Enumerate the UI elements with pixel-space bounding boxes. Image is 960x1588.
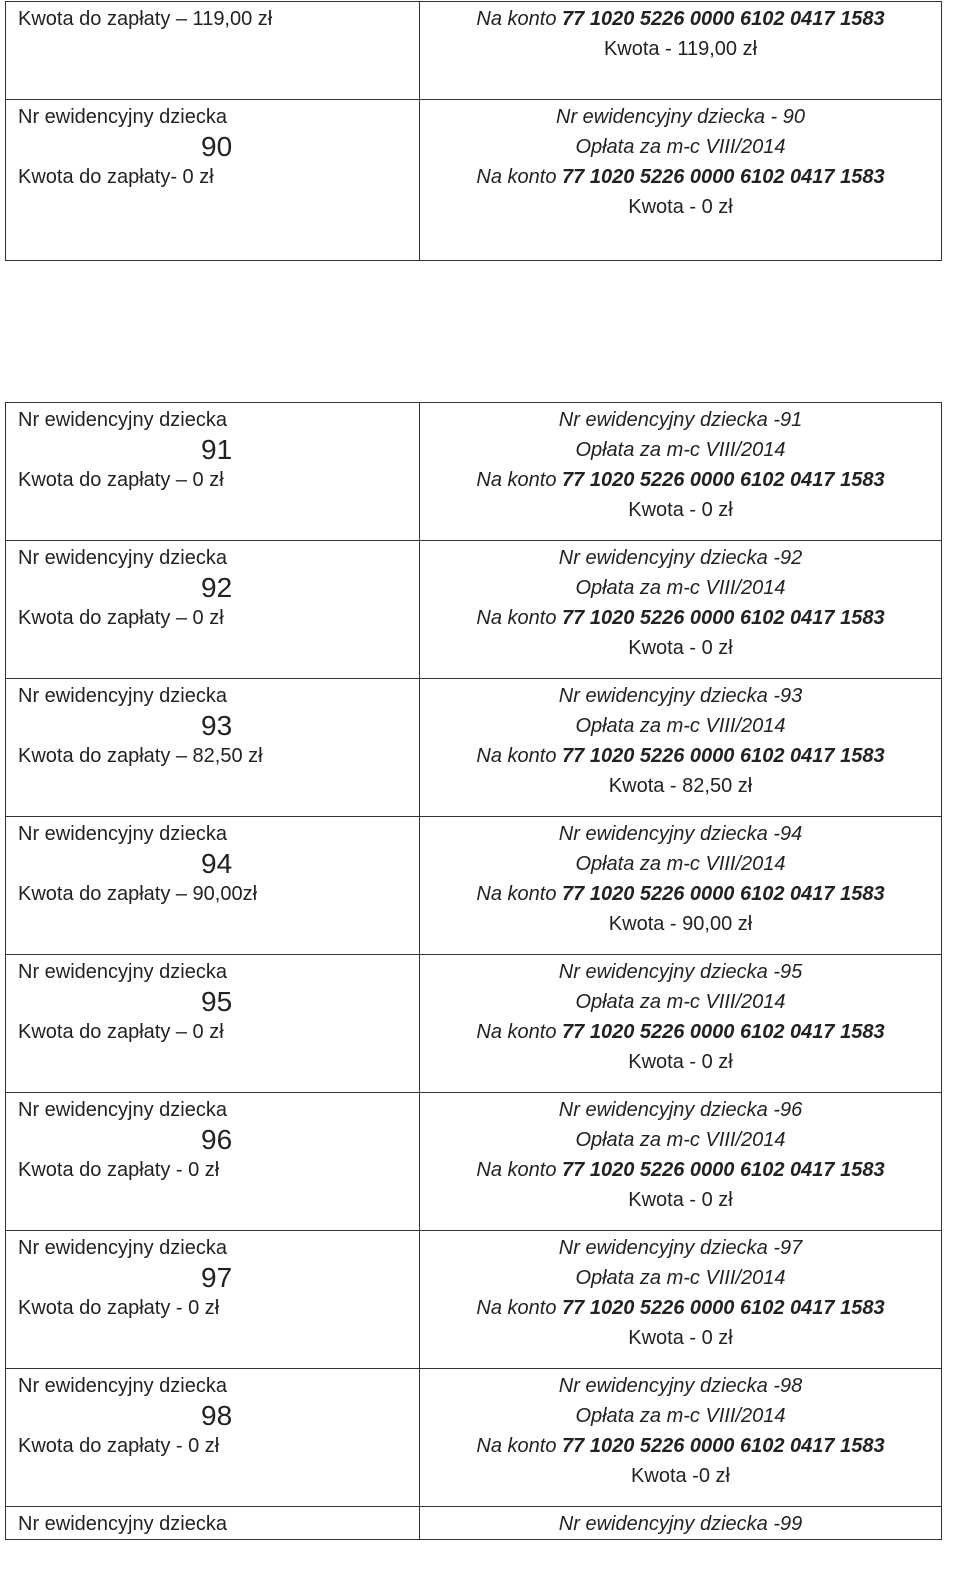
account-line: Na konto 77 1020 5226 0000 6102 0417 1583 (476, 745, 885, 767)
slip-row (6, 100, 942, 261)
slip-row (6, 2, 942, 100)
child-id-label: Nr ewidencyjny dziecka (18, 106, 227, 128)
account-line: Na konto 77 1020 5226 0000 6102 0417 1583 (476, 1435, 885, 1457)
child-id-number: 96 (201, 1124, 233, 1155)
slip-row (6, 403, 942, 541)
account-line: Na konto 77 1020 5226 0000 6102 0417 1583 (476, 1159, 885, 1181)
fee-line: Opłata za m-c VIII/2014 (575, 715, 786, 737)
account-line: Na konto 77 1020 5226 0000 6102 0417 1583 (476, 469, 885, 491)
amount-due: Kwota do zapłaty – 82,50 zł (18, 745, 263, 767)
child-id-label: Nr ewidencyjny dziecka (18, 685, 227, 707)
slip-left-cell (6, 100, 420, 261)
amount-due: Kwota do zapłaty – 0 zł (18, 1021, 224, 1043)
fee-line: Opłata za m-c VIII/2014 (575, 439, 786, 461)
child-id-line: Nr ewidencyjny dziecka -98 (558, 1375, 803, 1397)
slip-right-cell (420, 955, 942, 1093)
fee-line: Opłata za m-c VIII/2014 (575, 1405, 786, 1427)
child-id-line: Nr ewidencyjny dziecka -94 (558, 823, 803, 845)
amount: Kwota - 0 zł (628, 499, 733, 521)
amount: Kwota - 90,00 zł (608, 913, 753, 935)
amount: Kwota - 0 zł (628, 637, 733, 659)
slip-left-cell (6, 403, 420, 541)
slip-right-cell (420, 1231, 942, 1369)
child-id-label: Nr ewidencyjny dziecka (18, 1099, 227, 1121)
account-line: Na konto 77 1020 5226 0000 6102 0417 1583 (476, 1021, 885, 1043)
account-line: Na konto 77 1020 5226 0000 6102 0417 1583 (476, 8, 885, 30)
child-id-line: Nr ewidencyjny dziecka -99 (558, 1513, 803, 1535)
slip-right-cell (420, 2, 942, 100)
child-id-line: Nr ewidencyjny dziecka -93 (558, 685, 803, 707)
slip-right-cell (420, 1369, 942, 1507)
slip-right-cell (420, 817, 942, 955)
payment-slip-table-top (5, 1, 942, 261)
slip-left-cell (6, 1507, 420, 1540)
child-id-number: 92 (201, 572, 233, 603)
amount-due: Kwota do zapłaty- 0 zł (18, 166, 214, 188)
fee-line: Opłata za m-c VIII/2014 (575, 853, 786, 875)
amount-due: Kwota do zapłaty - 0 zł (18, 1159, 220, 1181)
slip-row (6, 1231, 942, 1369)
account-line: Na konto 77 1020 5226 0000 6102 0417 1583 (476, 883, 885, 905)
child-id-number: 95 (201, 986, 233, 1017)
slip-left-cell (6, 1369, 420, 1507)
amount: Kwota - 119,00 zł (603, 38, 758, 60)
slip-right-cell (420, 100, 942, 261)
child-id-line: Nr ewidencyjny dziecka -92 (558, 547, 803, 569)
fee-line: Opłata za m-c VIII/2014 (575, 1129, 786, 1151)
child-id-label: Nr ewidencyjny dziecka (18, 409, 227, 431)
child-id-number: 93 (201, 710, 233, 741)
amount-due: Kwota do zapłaty - 0 zł (18, 1297, 220, 1319)
fee-line: Opłata za m-c VIII/2014 (575, 991, 786, 1013)
amount-due: Kwota do zapłaty – 90,00zł (18, 883, 258, 905)
child-id-label: Nr ewidencyjny dziecka (18, 1237, 227, 1259)
slip-left-cell (6, 1231, 420, 1369)
fee-line: Opłata za m-c VIII/2014 (575, 136, 786, 158)
child-id-number: 97 (201, 1262, 233, 1293)
slip-right-cell (420, 1507, 942, 1540)
payment-slip-table (5, 402, 942, 1540)
slip-row (6, 817, 942, 955)
amount: Kwota - 0 zł (628, 196, 733, 218)
child-id-label: Nr ewidencyjny dziecka (18, 1513, 227, 1535)
slip-row (6, 1507, 942, 1540)
slip-row (6, 1369, 942, 1507)
account-line: Na konto 77 1020 5226 0000 6102 0417 1583 (476, 1297, 885, 1319)
amount: Kwota -0 zł (631, 1465, 730, 1487)
amount-due: Kwota do zapłaty – 119,00 zł (18, 8, 273, 30)
slip-row (6, 1093, 942, 1231)
child-id-number: 91 (201, 434, 233, 465)
slip-left-cell (6, 541, 420, 679)
account-line: Na konto 77 1020 5226 0000 6102 0417 1583 (476, 166, 885, 188)
slip-right-cell (420, 403, 942, 541)
child-id-number: 98 (201, 1400, 233, 1431)
child-id-label: Nr ewidencyjny dziecka (18, 823, 227, 845)
child-id-line: Nr ewidencyjny dziecka -91 (558, 409, 803, 431)
slip-left-cell (6, 817, 420, 955)
child-id-line: Nr ewidencyjny dziecka -96 (558, 1099, 803, 1121)
fee-line: Opłata za m-c VIII/2014 (575, 577, 786, 599)
amount-due: Kwota do zapłaty - 0 zł (18, 1435, 220, 1457)
slip-left-cell (6, 2, 420, 100)
amount: Kwota - 0 zł (628, 1189, 733, 1211)
slip-right-cell (420, 541, 942, 679)
slip-right-cell (420, 1093, 942, 1231)
slip-row (6, 679, 942, 817)
slip-left-cell (6, 1093, 420, 1231)
fee-line: Opłata za m-c VIII/2014 (575, 1267, 786, 1289)
child-id-line: Nr ewidencyjny dziecka -97 (558, 1237, 803, 1259)
child-id-number: 94 (201, 848, 233, 879)
slip-right-cell (420, 679, 942, 817)
child-id-label: Nr ewidencyjny dziecka (18, 547, 227, 569)
amount: Kwota - 0 zł (628, 1051, 733, 1073)
slip-left-cell (6, 679, 420, 817)
slip-left-cell (6, 955, 420, 1093)
child-id-line: Nr ewidencyjny dziecka - 90 (556, 106, 805, 128)
amount-due: Kwota do zapłaty – 0 zł (18, 607, 224, 629)
account-line: Na konto 77 1020 5226 0000 6102 0417 1583 (476, 607, 885, 629)
child-id-label: Nr ewidencyjny dziecka (18, 961, 227, 983)
amount-due: Kwota do zapłaty – 0 zł (18, 469, 224, 491)
child-id-line: Nr ewidencyjny dziecka -95 (558, 961, 803, 983)
amount: Kwota - 0 zł (628, 1327, 733, 1349)
child-id-label: Nr ewidencyjny dziecka (18, 1375, 227, 1397)
slip-row (6, 955, 942, 1093)
child-id-number: 90 (201, 131, 233, 162)
slip-row (6, 541, 942, 679)
amount: Kwota - 82,50 zł (608, 775, 753, 797)
